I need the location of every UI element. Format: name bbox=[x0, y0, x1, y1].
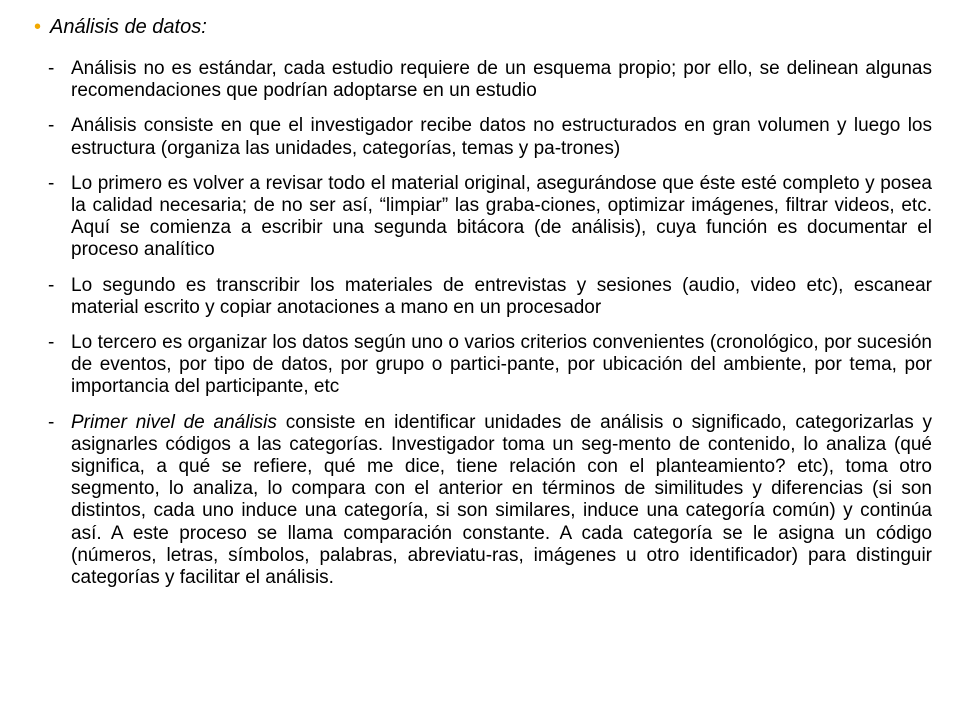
item-text: Análisis consiste en que el investigador recibe datos no estructurados en gran volumen y luego los estructura (organiza las unidades, categorías, temas y pa-trones) bbox=[71, 115, 932, 159]
dash-marker: - bbox=[48, 411, 55, 433]
section-heading bbox=[34, 14, 207, 40]
item-text: Lo primero es volver a revisar todo el material original, asegurándose que éste esté completo y posea la calidad necesaria; de no ser así, “limpiar” las graba-ciones, optimizar imágenes, filtrar videos, etc. Aquí se comienza a escribir una segunda bitácora (de análisis), cuya función es documentar el proceso analítico bbox=[71, 172, 932, 261]
item-text: Análisis no es estándar, cada estudio requiere de un esquema propio; por ello, se delinean algunas recomendaciones que podrían adoptarse en un estudio bbox=[71, 58, 932, 102]
item-text: Lo segundo es transcribir los materiales de entrevistas y sesiones (audio, video etc), escanear material escrito y copiar anotaciones a mano en un procesador bbox=[71, 274, 932, 318]
item-list bbox=[48, 58, 932, 602]
list-item bbox=[48, 115, 932, 159]
bullet-icon: • bbox=[34, 16, 42, 38]
list-item bbox=[48, 332, 932, 399]
list-item bbox=[48, 412, 932, 590]
dash-marker: - bbox=[48, 115, 55, 137]
item-text: Lo tercero es organizar los datos según uno o varios criterios convenientes (cronológico, por sucesión de eventos, por tipo de datos, por grupo o partici-pante, por ubicación del ambiente, por tema, por importancia del participante, etc bbox=[71, 332, 932, 398]
item-text: consiste en identificar unidades de análisis o significado, categorizarlas y asignarles códigos a las categorías. Investigador toma un seg-mento de contenido, lo analiza (qué significa, a qué se refiere, qué me dice, tiene relación con el planteamiento? etc), toma otro segmento, lo analiza, lo compara con el anterior en términos de similitudes y diferencias (si son distintos, cada uno induce una categoría, si son similares, induce una categoría común) y continúa así. A este proceso se llama comparación constante. A cada categoría se le asigna un código (números, letras, símbolos, palabras, abreviatu-ras, imágenes u otro identificador) para distinguir categorías y facilitar el análisis. bbox=[71, 411, 932, 589]
dash-marker: - bbox=[48, 274, 55, 296]
dash-marker: - bbox=[48, 332, 55, 354]
item-emphasis: Primer nivel de análisis bbox=[71, 411, 277, 433]
dash-marker: - bbox=[48, 58, 55, 79]
list-item bbox=[48, 173, 932, 262]
list-item bbox=[48, 275, 932, 319]
dash-marker: - bbox=[48, 172, 55, 194]
section-title: Análisis de datos: bbox=[50, 16, 207, 38]
list-item bbox=[48, 58, 932, 102]
